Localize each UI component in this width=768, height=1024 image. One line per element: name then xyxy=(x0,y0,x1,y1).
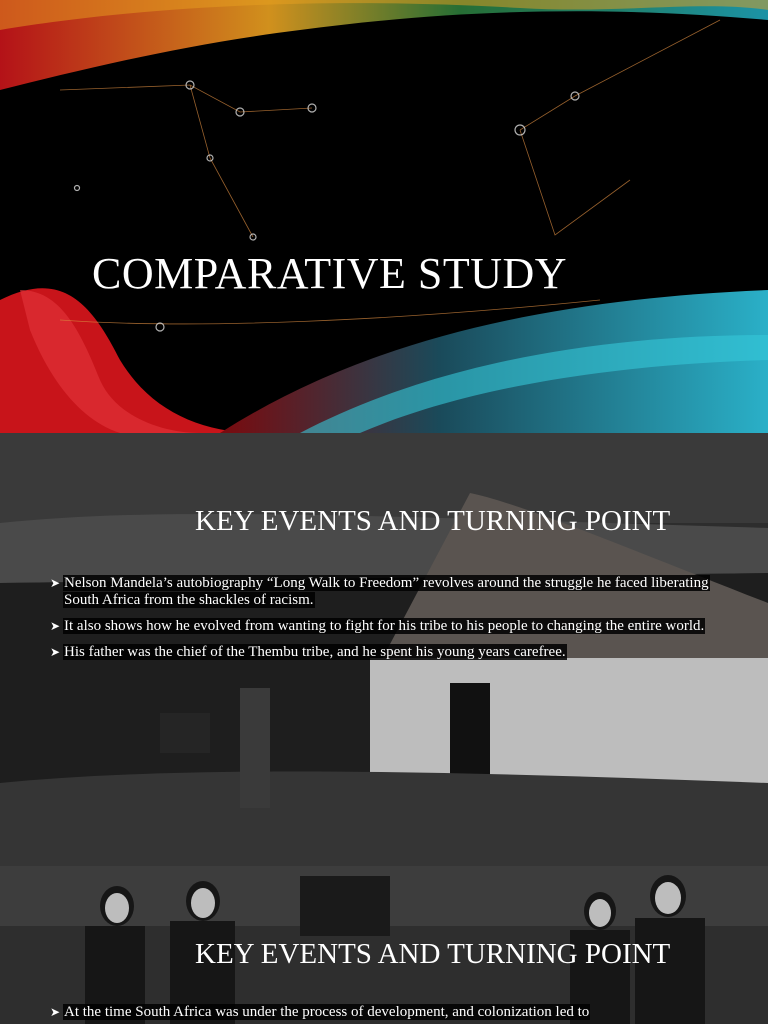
slide-title-text: KEY EVENTS AND TURNING POINT xyxy=(195,505,671,537)
slide-title xyxy=(0,0,768,433)
bullet-list xyxy=(50,1004,720,1024)
list-item xyxy=(50,1004,720,1021)
list-item xyxy=(50,644,720,661)
arrowhead-bullet-icon: ➤ xyxy=(50,576,61,590)
arrowhead-bullet-icon: ➤ xyxy=(50,1005,61,1019)
slide-title-text: COMPARATIVE STUDY xyxy=(92,249,568,298)
slide-key-events-2 xyxy=(0,866,768,1024)
slide-title-text: KEY EVENTS AND TURNING POINT xyxy=(195,938,671,970)
list-item xyxy=(50,618,720,635)
arrowhead-bullet-icon: ➤ xyxy=(50,619,61,633)
bullet-text: It also shows how he evolved from wanting to fight for his tribe to his people to changing the entire world. xyxy=(64,618,705,634)
bullet-text: His father was the chief of the Thembu tribe, and he spent his young years carefree. xyxy=(64,644,566,660)
abstract-waves-background xyxy=(0,0,768,433)
slide-key-events-1 xyxy=(0,433,768,866)
bullet-list xyxy=(50,575,720,670)
list-item xyxy=(50,575,720,609)
bullet-text: Nelson Mandela’s autobiography “Long Walk to Freedom” revolves around the struggle he faced liberating South Africa from the shackles of racism. xyxy=(64,575,709,608)
arrowhead-bullet-icon: ➤ xyxy=(50,645,61,659)
bullet-text: At the time South Africa was under the process of development, and colonization led to xyxy=(64,1004,590,1020)
